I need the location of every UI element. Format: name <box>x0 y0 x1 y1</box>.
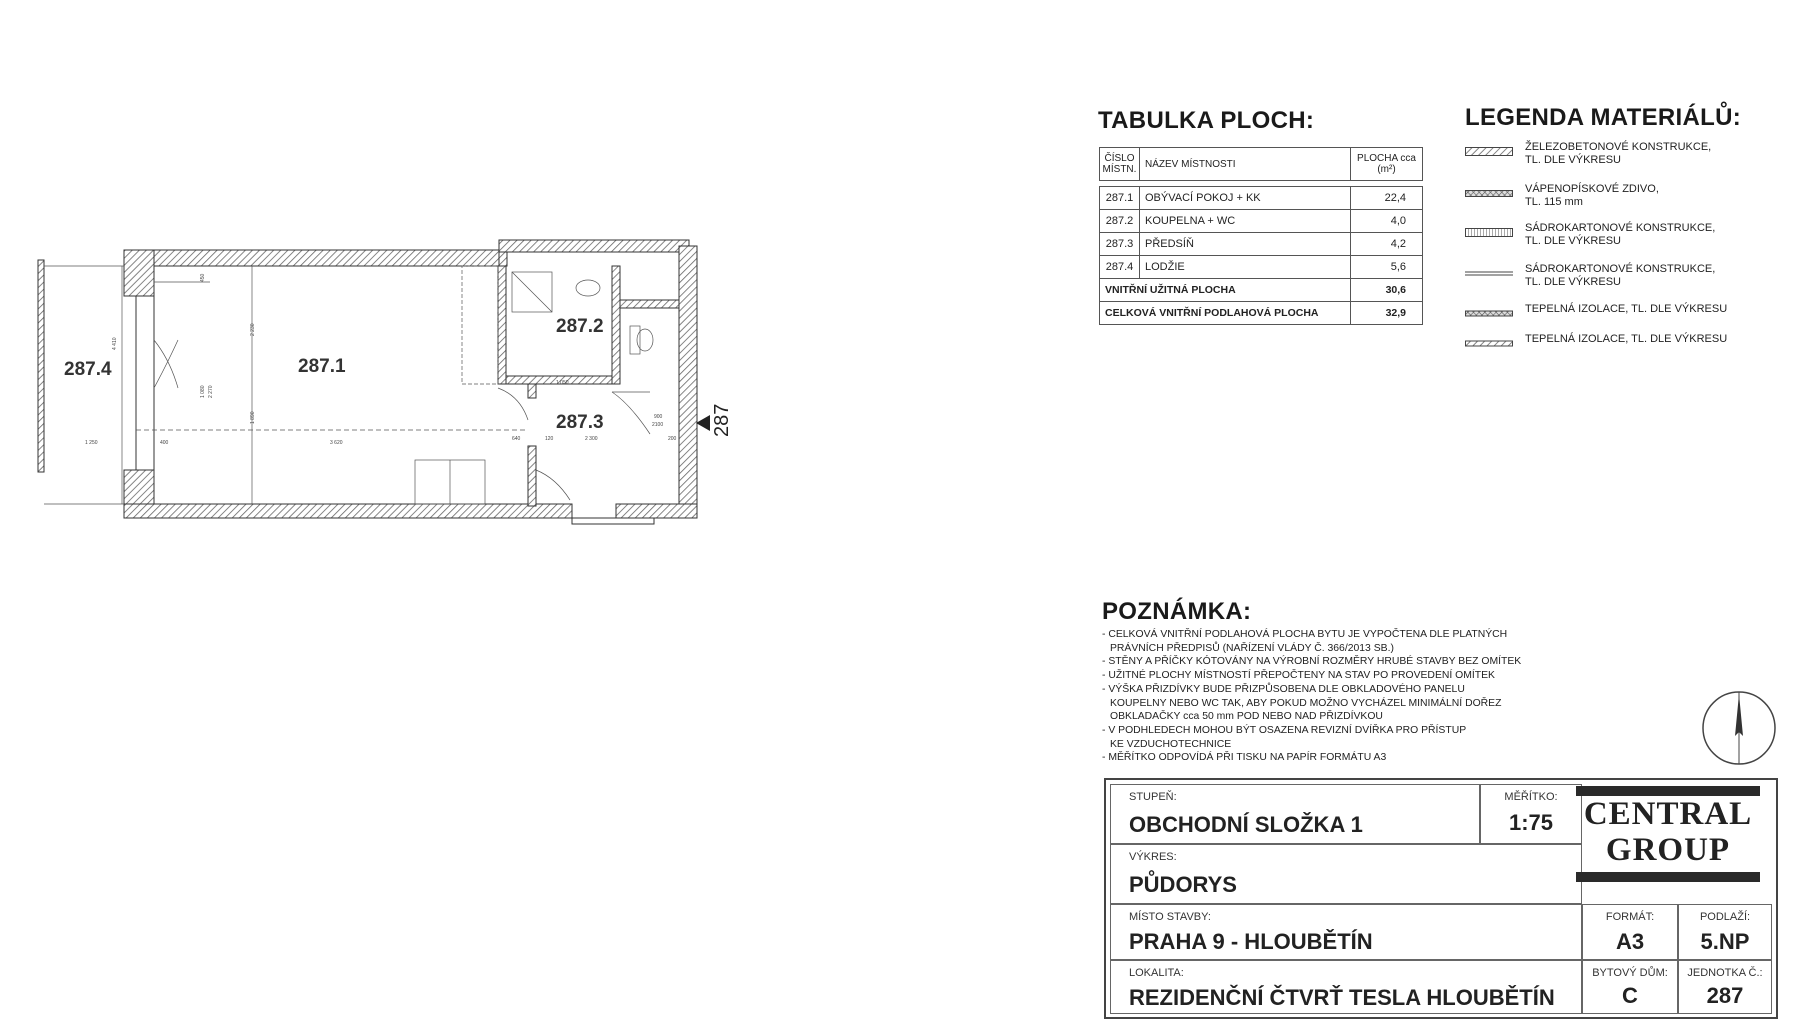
scale-label: MĚŘÍTKO: <box>1504 791 1558 803</box>
scale-value: 1:75 <box>1508 810 1554 835</box>
legend-text: SÁDROKARTONOVÉ KONSTRUKCE, TL. DLE VÝKRESU <box>1525 263 1716 288</box>
areas-table-header <box>1100 148 1423 181</box>
note-line: - MĚŘÍTKO ODPOVÍDÁ PŘI TISKU NA PAPÍR FORMÁTU A3 <box>1102 752 1387 764</box>
dim-label: 1 890 <box>250 411 256 424</box>
table-total-row <box>1100 279 1423 302</box>
total-name: VNITŘNÍ UŽITNÁ PLOCHA <box>1100 279 1351 302</box>
row-area: 5,6 <box>1351 256 1423 279</box>
dim-label: 200 <box>668 436 677 442</box>
dim-label: 2 230 <box>250 323 256 336</box>
note-line: KOUPELNY NEBO WC TAK, ABY POKUD MOŽNO VYCHÁZEL MINIMÁLNÍ DOŘEZ <box>1110 697 1502 709</box>
areas-table-title: TABULKA PLOCH: <box>1098 107 1315 134</box>
legend-text: TEPELNÁ IZOLACE, TL. DLE VÝKRESU <box>1525 333 1728 345</box>
row-number: 287.1 <box>1100 187 1140 210</box>
total-area: 32,9 <box>1351 302 1423 325</box>
locality-value: REZIDENČNÍ ČTVRŤ TESLA HLOUBĚTÍN <box>1129 985 1555 1010</box>
format-value: A3 <box>1615 929 1645 954</box>
dim-label: 1 250 <box>85 440 98 446</box>
row-number: 287.4 <box>1100 256 1140 279</box>
legend-item <box>1465 141 1765 175</box>
unit-cell <box>1678 960 1772 1014</box>
dim-label: 450 <box>200 273 206 282</box>
legend-text: TEPELNÁ IZOLACE, TL. DLE VÝKRESU <box>1525 303 1728 315</box>
room-label-287-1: 287.1 <box>298 356 346 377</box>
plan-walls <box>38 240 697 524</box>
building-cell <box>1582 960 1678 1014</box>
site-cell <box>1110 904 1582 960</box>
section-marker <box>696 404 733 437</box>
format-cell <box>1582 904 1678 960</box>
locality-cell <box>1110 960 1582 1014</box>
north-arrow-icon <box>1699 688 1779 768</box>
dim-label: 1 080 <box>200 385 206 398</box>
stage-value: OBCHODNÍ SLOŽKA 1 <box>1129 812 1363 837</box>
note-line: OBKLADAČKY cca 50 mm POD NEBO NAD PŘIZDÍVKOU <box>1110 711 1383 723</box>
hatch-insulation-icon <box>1465 309 1513 318</box>
stage-label: STUPEŇ: <box>1129 791 1177 803</box>
dim-label: 1 050 <box>556 380 569 386</box>
dim-label: 4 410 <box>112 337 118 350</box>
central-group-logo <box>1576 786 1760 882</box>
legend-text: ŽELEZOBETONOVÉ KONSTRUKCE, TL. DLE VÝKRESU <box>1525 141 1712 166</box>
legend-text: SÁDROKARTONOVÉ KONSTRUKCE, TL. DLE VÝKRESU <box>1525 222 1716 247</box>
row-area: 4,0 <box>1351 210 1423 233</box>
note-line: - STĚNY A PŘÍČKY KÓTOVÁNY NA VÝROBNÍ ROZMĚRY HRUBÉ STAVBY BEZ OMÍTEK <box>1102 656 1522 668</box>
logo-line-1: CENTRAL <box>1583 796 1753 832</box>
header-room-number: ČÍSLO MÍSTN. <box>1100 148 1140 181</box>
scale-cell <box>1480 784 1582 844</box>
floor-value: 5.NP <box>1700 929 1750 954</box>
building-value: C <box>1622 983 1638 1008</box>
hatch-vertical-icon <box>1465 228 1513 237</box>
dim-label: 2100 <box>652 422 664 428</box>
floor-cell <box>1678 904 1772 960</box>
unit-label: JEDNOTKA Č.: <box>1687 967 1763 979</box>
table-row <box>1100 256 1423 279</box>
legend-item <box>1465 222 1765 256</box>
legend-item <box>1465 263 1765 297</box>
note-line: PRÁVNÍCH PŘEDPISŮ (NAŘÍZENÍ VLÁDY Č. 366/2013 SB.) <box>1110 642 1394 654</box>
row-name: OBÝVACÍ POKOJ + KK <box>1140 187 1351 210</box>
legend-item <box>1465 183 1765 217</box>
legend-item <box>1465 333 1765 367</box>
table-row <box>1100 187 1423 210</box>
note-line: - VÝŠKA PŘIZDÍVKY BUDE PŘIZPŮSOBENA DLE OBKLADOVÉHO PANELU <box>1102 683 1465 695</box>
drawing-cell <box>1110 844 1582 904</box>
logo-bar-top <box>1576 786 1760 796</box>
hatch-diagonal-icon <box>1465 147 1513 156</box>
room-label-287-3: 287.3 <box>556 412 604 433</box>
floor-label: PODLAŽÍ: <box>1699 911 1751 923</box>
dim-label: 400 <box>160 440 169 446</box>
header-room-name: NÁZEV MÍSTNOSTI <box>1140 148 1351 181</box>
row-name: KOUPELNA + WC <box>1140 210 1351 233</box>
hatch-insulation-2-icon <box>1465 339 1513 348</box>
section-marker-label: 287 <box>711 403 733 437</box>
dim-label: 640 <box>512 436 521 442</box>
drawing-label: VÝKRES: <box>1129 851 1177 863</box>
note-list <box>1102 628 1662 765</box>
total-area: 30,6 <box>1351 279 1423 302</box>
dim-label: 120 <box>545 436 554 442</box>
note-line: - V PODHLEDECH MOHOU BÝT OSAZENA REVIZNÍ DVÍŘKA PRO PŘÍSTUP <box>1102 724 1467 736</box>
legend-text: VÁPENOPÍSKOVÉ ZDIVO, TL. 115 mm <box>1525 183 1659 208</box>
site-label: MÍSTO STAVBY: <box>1129 911 1211 923</box>
drawing-value: PŮDORYS <box>1129 872 1237 897</box>
areas-table <box>1099 147 1423 325</box>
note-line: - CELKOVÁ VNITŘNÍ PODLAHOVÁ PLOCHA BYTU JE VYPOČTENA DLE PLATNÝCH <box>1102 629 1508 640</box>
room-label-287-4: 287.4 <box>64 359 112 380</box>
row-area: 4,2 <box>1351 233 1423 256</box>
dim-label: 3 620 <box>330 440 343 446</box>
row-name: PŘEDSÍŇ <box>1140 233 1351 256</box>
logo-line-2: GROUP <box>1605 832 1731 868</box>
stage-cell <box>1110 784 1480 844</box>
hatch-dense-icon <box>1465 189 1513 198</box>
building-label: BYTOVÝ DŮM: <box>1592 967 1668 979</box>
logo-bar-bottom <box>1576 872 1760 882</box>
note-title: POZNÁMKA: <box>1102 598 1252 625</box>
table-total-row <box>1100 302 1423 325</box>
dim-label: 2 270 <box>208 385 214 398</box>
locality-label: LOKALITA: <box>1129 967 1184 979</box>
note-line: KE VZDUCHOTECHNICE <box>1110 738 1232 750</box>
legend-title: LEGENDA MATERIÁLŮ: <box>1465 104 1742 131</box>
site-value: PRAHA 9 - HLOUBĚTÍN <box>1129 929 1373 954</box>
format-label: FORMÁT: <box>1605 911 1655 923</box>
total-name: CELKOVÁ VNITŘNÍ PODLAHOVÁ PLOCHA <box>1100 302 1351 325</box>
row-name: LODŽIE <box>1140 256 1351 279</box>
dim-label: 900 <box>654 414 663 420</box>
dim-label: 2 300 <box>585 436 598 442</box>
legend-item <box>1465 303 1765 337</box>
table-row <box>1100 210 1423 233</box>
row-number: 287.3 <box>1100 233 1140 256</box>
table-row <box>1100 233 1423 256</box>
row-number: 287.2 <box>1100 210 1140 233</box>
row-area: 22,4 <box>1351 187 1423 210</box>
double-line-icon <box>1465 269 1513 278</box>
note-line: - UŽITNÉ PLOCHY MÍSTNOSTÍ PŘEPOČTENY NA STAV PO PROVEDENÍ OMÍTEK <box>1102 670 1495 682</box>
unit-value: 287 <box>1706 983 1744 1008</box>
room-label-287-2: 287.2 <box>556 316 604 337</box>
header-area: PLOCHA cca (m²) <box>1351 148 1423 181</box>
